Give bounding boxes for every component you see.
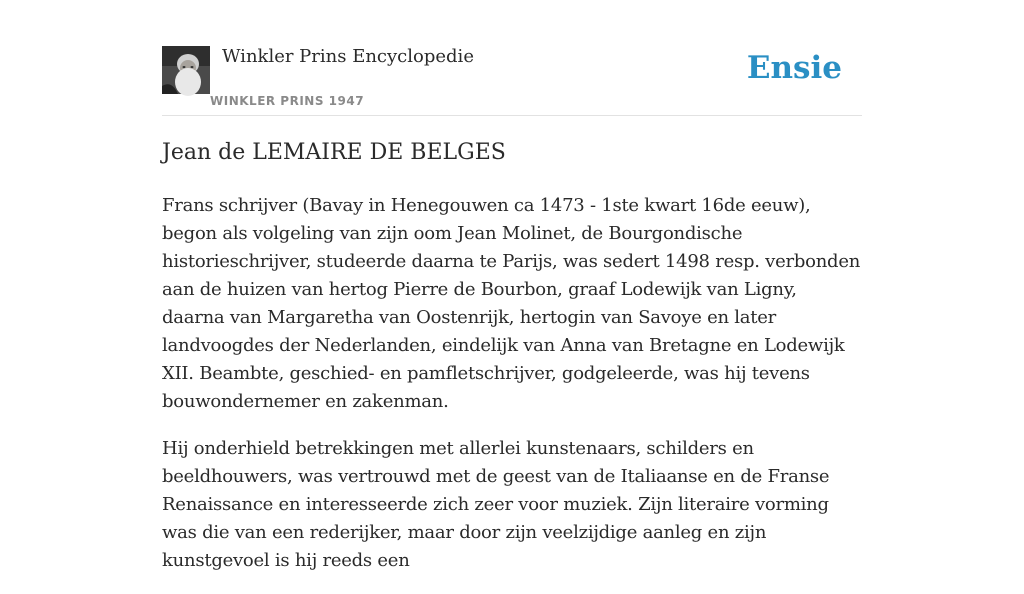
article-paragraph: Hij onderhield betrekkingen met allerlei kunstenaars, schilders en beeldhouwers, was vertrouwd met de geest van de Italiaanse en de Franse Renaissance en interesseerde zich zeer voor muziek. Zijn literaire vorming was die van een rederijker, maar door zijn veelzijdige aanleg en zijn kunstgevoel is hij reeds een — [162, 438, 830, 571]
source-title[interactable]: Winkler Prins Encyclopedie — [222, 46, 474, 67]
source-subtitle[interactable]: WINKLER PRINS 1947 — [210, 94, 365, 108]
article-body — [162, 192, 862, 594]
article-paragraph: Frans schrijver (Bavay in Henegouwen ca 1473 - 1ste kwart 16de eeuw), begon als volgeling van zijn oom Jean Molinet, de Bourgondische historieschrijver, studeerde daarna te Parijs, was sedert 1498 resp. verbonden aan de huizen van hertog Pierre de Bourbon, graaf Lodewijk van Ligny, daarna van Margaretha van Oostenrijk, hertogin van Savoye en later landvoogdes der Nederlanden, eindelijk van Anna van Bretagne en Lodewijk XII. Beambte, geschied- en pamfletschrijver, godgeleerde, was hij tevens bouwondernemer en zakenman. — [162, 195, 861, 412]
page-container — [162, 0, 862, 571]
brand-logo[interactable]: Ensie — [746, 50, 842, 86]
portrait-avatar-icon[interactable] — [162, 46, 210, 94]
source-header — [162, 0, 862, 116]
article-title: Jean de LEMAIRE DE BELGES — [162, 140, 506, 165]
